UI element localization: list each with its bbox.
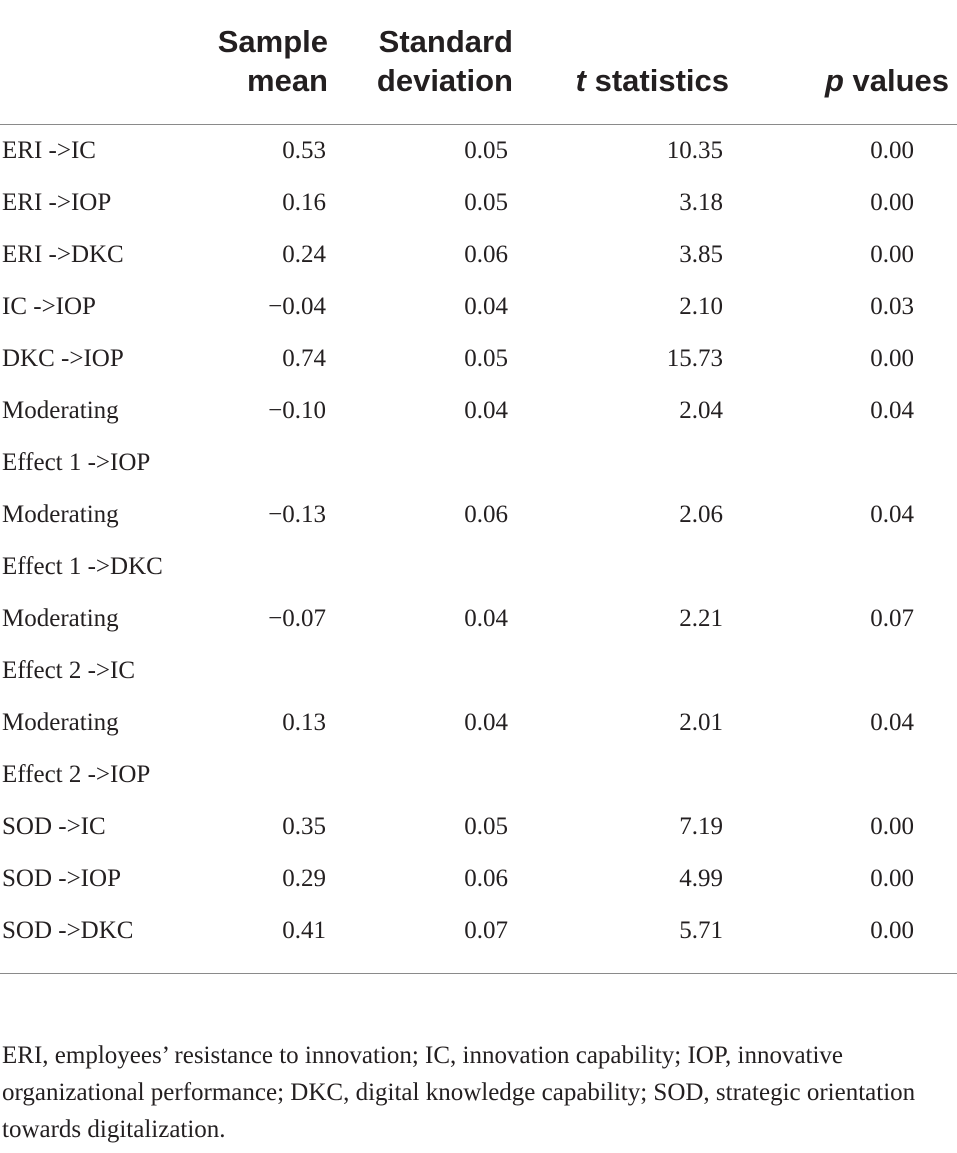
table-row	[0, 229, 957, 281]
p-value-cell: 0.04	[870, 709, 914, 736]
header-t-text: statistics	[585, 63, 729, 98]
standard-deviation-cell: 0.04	[464, 709, 508, 736]
sample-mean-cell: 0.41	[205, 905, 328, 974]
sample-mean-cell: 0.16	[282, 189, 326, 216]
t-statistic-cell: 7.19	[679, 813, 723, 840]
path-label	[0, 385, 205, 489]
path-label	[0, 801, 205, 853]
path-label-line2: Effect 2 ->IOP	[2, 761, 151, 788]
sample-mean-cell: −0.13	[268, 501, 326, 528]
sample-mean-cell: 0.24	[282, 241, 326, 268]
path-label-line2: Effect 1 ->IOP	[2, 449, 151, 476]
t-statistic-cell: 2.10	[679, 293, 723, 320]
p-value-cell: 0.00	[870, 813, 914, 840]
table-row	[0, 177, 957, 229]
path-label-line1: Moderating	[2, 501, 119, 528]
path-label	[0, 905, 205, 974]
path-label	[0, 489, 205, 593]
sample-mean-cell: 0.74	[282, 345, 326, 372]
p-value-cell: 0.04	[870, 501, 914, 528]
t-statistic-cell: 5.71	[513, 905, 729, 974]
t-statistic-cell: 3.18	[679, 189, 723, 216]
path-label-line1: SOD ->IC	[2, 813, 106, 840]
standard-deviation-cell: 0.04	[464, 293, 508, 320]
sample-mean-cell: 0.35	[282, 813, 326, 840]
table-row	[0, 281, 957, 333]
header-sample-mean: Sample mean	[205, 0, 328, 125]
sample-mean-cell: −0.04	[268, 293, 326, 320]
path-label	[0, 593, 205, 697]
t-statistic-cell: 15.73	[666, 345, 723, 372]
path-label-line1: Moderating	[2, 709, 119, 736]
header-p-symbol: p	[824, 63, 844, 98]
path-label-line1: SOD ->DKC	[2, 917, 134, 944]
standard-deviation-cell: 0.06	[464, 865, 508, 892]
table-row	[0, 905, 957, 974]
table-row	[0, 125, 957, 178]
path-label	[0, 229, 205, 281]
path-label-line1: ERI ->IC	[2, 137, 96, 164]
sample-mean-cell: 0.13	[282, 709, 326, 736]
header-t-statistics	[513, 0, 729, 125]
p-value-cell: 0.00	[870, 865, 914, 892]
path-label-line1: IC ->IOP	[2, 293, 96, 320]
table-row	[0, 593, 957, 697]
sample-mean-cell: 0.29	[282, 865, 326, 892]
table-row	[0, 853, 957, 905]
t-statistic-cell: 10.35	[666, 137, 723, 164]
path-label-line1: SOD ->IOP	[2, 865, 121, 892]
header-p-text: values	[843, 63, 949, 98]
table-row	[0, 697, 957, 801]
standard-deviation-cell: 0.04	[464, 397, 508, 424]
table-row	[0, 489, 957, 593]
path-label-line1: ERI ->IOP	[2, 189, 112, 216]
path-label	[0, 125, 205, 178]
path-label-line1: Moderating	[2, 605, 119, 632]
path-label-line1: ERI ->DKC	[2, 241, 124, 268]
path-label	[0, 333, 205, 385]
t-statistic-cell: 3.85	[679, 241, 723, 268]
path-label	[0, 281, 205, 333]
t-statistic-cell: 2.01	[679, 709, 723, 736]
table-row	[0, 333, 957, 385]
table-row	[0, 385, 957, 489]
t-statistic-cell: 2.04	[679, 397, 723, 424]
path-label-line1: DKC ->IOP	[2, 345, 124, 372]
table-row	[0, 801, 957, 853]
p-value-cell: 0.00	[870, 189, 914, 216]
t-statistic-cell: 2.06	[679, 501, 723, 528]
p-value-cell: 0.00	[870, 345, 914, 372]
standard-deviation-cell: 0.05	[464, 137, 508, 164]
p-value-cell: 0.04	[870, 397, 914, 424]
table-footnote: ERI, employees’ resistance to innovation; IC, innovation capability; IOP, innovative organizational performance; DKC, digital knowledge capability; SOD, strategic orientation towards digitalization.	[2, 1042, 916, 1143]
path-label-line1: Moderating	[2, 397, 119, 424]
path-label	[0, 853, 205, 905]
p-value-cell: 0.00	[729, 905, 957, 974]
standard-deviation-cell: 0.04	[464, 605, 508, 632]
sample-mean-cell: −0.10	[268, 397, 326, 424]
path-label	[0, 697, 205, 801]
p-value-cell: 0.03	[870, 293, 914, 320]
header-empty	[0, 0, 205, 125]
standard-deviation-cell: 0.05	[464, 189, 508, 216]
sample-mean-cell: −0.07	[268, 605, 326, 632]
p-value-cell: 0.00	[870, 137, 914, 164]
standard-deviation-cell: 0.06	[464, 501, 508, 528]
standard-deviation-cell: 0.06	[464, 241, 508, 268]
header-p-values	[729, 0, 957, 125]
table-header	[0, 0, 957, 125]
table-body	[0, 125, 957, 974]
path-label-line2: Effect 1 ->DKC	[2, 553, 163, 580]
sample-mean-cell: 0.53	[282, 137, 326, 164]
p-value-cell: 0.00	[870, 241, 914, 268]
path-label	[0, 177, 205, 229]
t-statistic-cell: 4.99	[679, 865, 723, 892]
path-label-line2: Effect 2 ->IC	[2, 657, 136, 684]
t-statistic-cell: 2.21	[679, 605, 723, 632]
p-value-cell: 0.07	[870, 605, 914, 632]
header-standard-deviation: Standard deviation	[328, 0, 513, 125]
standard-deviation-cell: 0.05	[464, 345, 508, 372]
header-t-symbol: t	[575, 63, 586, 98]
standard-deviation-cell: 0.05	[464, 813, 508, 840]
standard-deviation-cell: 0.07	[328, 905, 513, 974]
